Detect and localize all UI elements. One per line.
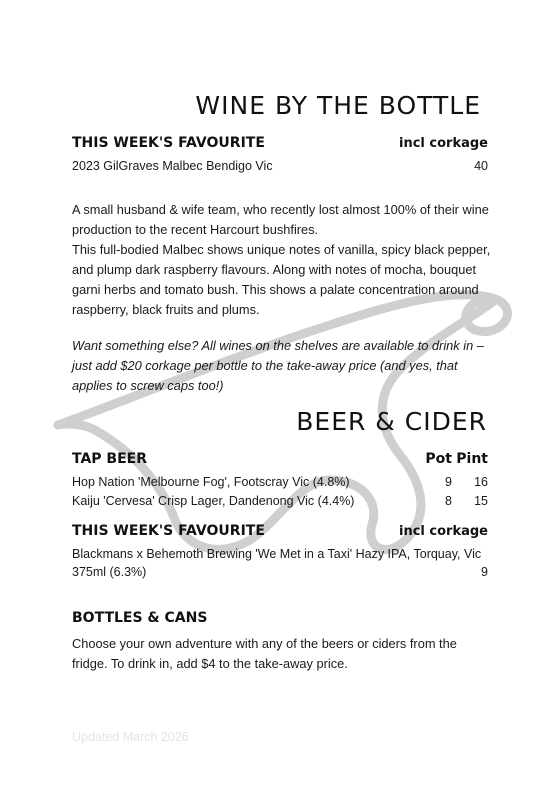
tap-item-pot: 8	[445, 494, 452, 508]
tap-item-prices	[422, 473, 488, 491]
beer-favourite-heading: THIS WEEK'S FAVOURITE	[72, 523, 265, 539]
bottles-description	[72, 634, 492, 674]
tap-beer-header	[72, 451, 488, 467]
beer-fav-price: 9	[481, 565, 488, 579]
pot-label: Pot	[425, 451, 452, 467]
tap-item-name: Hop Nation 'Melbourne Fog', Footscray Vic (4.8%)	[72, 475, 350, 489]
list-item	[72, 492, 488, 510]
beer-favourite-header	[72, 523, 488, 539]
beer-title: BEER & CIDER	[296, 407, 487, 436]
wine-desc-1: A small husband & wife team, who recently lost almost 100% of their wine production to the recent Harcourt bushfires.	[72, 202, 489, 237]
tap-item-name: Kaiju 'Cervesa' Crisp Lager, Dandenong Vic (4.4%)	[72, 494, 355, 508]
wine-price-heading: incl corkage	[399, 136, 488, 151]
wine-title: WINE BY THE BOTTLE	[195, 91, 481, 120]
bottles-section	[72, 610, 488, 626]
updated-footer: Updated March 2026	[72, 730, 189, 744]
tap-item-pint: 15	[474, 494, 488, 508]
list-item	[72, 473, 488, 491]
beer-fav-row	[72, 545, 488, 581]
corkage-note-text: Want something else? All wines on the shelves are available to drink in – just add $20 corkage per bottle to the take-away price (and yes, that applies to screw caps too!)	[72, 338, 484, 393]
corkage-note	[72, 336, 492, 396]
tap-beer-heading: TAP BEER	[72, 451, 148, 467]
wine-item-name: 2023 GilGraves Malbec Bendigo Vic	[72, 159, 273, 173]
wine-item-row	[72, 157, 488, 175]
beer-favourite-section	[72, 523, 488, 581]
wine-favourite-section	[72, 135, 488, 175]
bottles-heading: BOTTLES & CANS	[72, 610, 208, 626]
tap-beer-columns	[422, 451, 488, 467]
tap-item-prices	[422, 492, 488, 510]
wine-desc-2: This full-bodied Malbec shows unique notes of vanilla, spicy black pepper, and plump dark raspberry flavours. Along with notes of mocha, bouquet garni herbs and tomato bush. This shows a palate concentration around raspberry, black fruits and plums.	[72, 242, 491, 317]
wine-item-price: 40	[474, 159, 488, 173]
tap-beer-section	[72, 451, 488, 510]
bottles-header	[72, 610, 488, 626]
pint-label: Pint	[456, 451, 488, 467]
bottles-text: Choose your own adventure with any of the beers or ciders from the fridge. To drink in, add $4 to the take-away price.	[72, 636, 457, 671]
wine-favourite-header	[72, 135, 488, 151]
wine-favourite-heading: THIS WEEK'S FAVOURITE	[72, 135, 265, 151]
wine-description	[72, 200, 492, 320]
tap-item-pot: 9	[445, 475, 452, 489]
tap-item-pint: 16	[474, 475, 488, 489]
beer-price-heading: incl corkage	[399, 524, 488, 539]
beer-fav-item: Blackmans x Behemoth Brewing 'We Met in a Taxi' Hazy IPA, Torquay, Vic 375ml (6.3%)	[72, 547, 482, 579]
